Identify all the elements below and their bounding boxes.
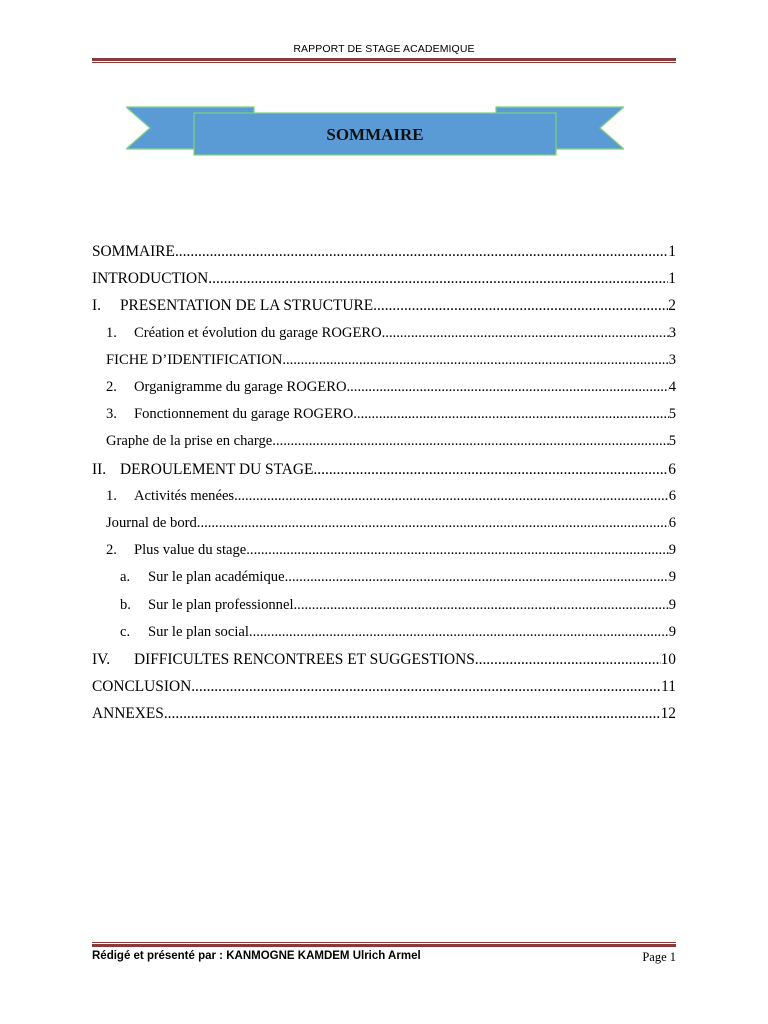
toc-entry-title: Journal de bord	[106, 515, 197, 531]
toc-entry[interactable]	[92, 651, 676, 677]
toc-entry[interactable]	[92, 515, 676, 541]
toc-entry-page: 9	[668, 569, 676, 586]
toc-entry-title: INTRODUCTION	[92, 270, 209, 288]
toc-entry-title: Sur le plan professionnel	[148, 596, 294, 613]
toc-dot-leader	[164, 705, 661, 723]
toc-entry-number: a.	[120, 569, 131, 586]
toc-entry-number: I.	[92, 297, 101, 315]
toc-dot-leader	[313, 461, 668, 479]
toc-entry[interactable]	[92, 624, 676, 650]
toc-dot-leader	[175, 243, 668, 261]
toc-dot-leader	[382, 325, 669, 342]
toc-entry-page: 3	[668, 351, 676, 368]
toc-dot-leader	[285, 569, 669, 586]
toc-entry-title: PRESENTATION DE LA STRUCTURE	[120, 297, 374, 315]
toc-entry[interactable]	[92, 270, 676, 296]
header-rule-thin	[92, 62, 676, 63]
toc-entry-page: 5	[668, 406, 676, 423]
toc-entry[interactable]	[92, 406, 676, 432]
footer-page-number: Page 1	[642, 950, 676, 964]
toc-entry-page: 1	[668, 270, 676, 288]
toc-entry-number: c.	[120, 623, 131, 640]
toc-entry[interactable]	[92, 243, 676, 269]
toc-entry-number: b.	[120, 596, 131, 613]
footer-author: Rédigé et présenté par : KANMOGNE KAMDEM Ulrich Armel	[92, 950, 421, 962]
toc-entry[interactable]	[92, 705, 676, 731]
toc-entry[interactable]	[92, 678, 676, 704]
toc-entry[interactable]	[92, 597, 676, 623]
toc-entry-title: ANNEXES	[92, 705, 164, 723]
toc-dot-leader	[272, 433, 668, 450]
toc-dot-leader	[475, 651, 661, 669]
toc-entry-page: 9	[668, 596, 676, 613]
toc-entry-page: 5	[668, 433, 676, 450]
toc-dot-leader	[246, 542, 668, 559]
toc-entry-page: 9	[668, 542, 676, 559]
toc-entry-page: 1	[668, 243, 676, 260]
toc-entry-title: Plus value du stage	[134, 542, 247, 559]
toc-entry-title: Fonctionnement du garage ROGERO	[134, 406, 354, 423]
toc-entry-number: 2.	[106, 379, 117, 395]
toc-dot-leader	[249, 624, 669, 641]
toc-entry-title: Sur le plan social	[148, 623, 249, 640]
toc-entry-title: DIFFICULTES RENCONTREES ET SUGGESTIONS	[134, 651, 475, 668]
toc-dot-leader	[208, 270, 668, 288]
toc-entry-number: II.	[92, 460, 107, 478]
toc-entry-page: 10	[660, 651, 676, 668]
toc-entry-page: 6	[668, 515, 676, 531]
toc-entry-page: 9	[668, 623, 676, 640]
header-rule-thick	[92, 58, 676, 61]
banner-title: SOMMAIRE	[326, 125, 424, 144]
sommaire-banner	[126, 104, 624, 158]
toc-entry-title: Création et évolution du garage ROGERO	[134, 324, 382, 341]
toc-entry[interactable]	[92, 379, 676, 405]
toc-entry-number: IV.	[92, 651, 111, 668]
toc-dot-leader	[191, 678, 661, 696]
toc-entry-title: FICHE D’IDENTIFICATION	[106, 351, 283, 368]
toc-entry-page: 12	[660, 705, 676, 723]
toc-entry-page: 6	[668, 487, 676, 504]
toc-entry-number: 2.	[106, 542, 117, 559]
toc-dot-leader	[353, 406, 668, 423]
toc-entry[interactable]	[92, 488, 676, 514]
toc-entry[interactable]	[92, 297, 676, 323]
toc-entry-title: Graphe de la prise en charge	[106, 433, 273, 450]
toc-entry-title: SOMMAIRE	[92, 243, 175, 260]
toc-entry-number: 3.	[106, 406, 117, 423]
toc-dot-leader	[197, 515, 669, 532]
toc-entry-title: CONCLUSION	[92, 678, 192, 696]
header-title: RAPPORT DE STAGE ACADEMIQUE	[293, 43, 475, 55]
toc-entry-page: 6	[668, 460, 676, 478]
toc-entry-page: 11	[661, 678, 676, 696]
toc-dot-leader	[373, 297, 668, 315]
toc-entry-title: DEROULEMENT DU STAGE	[120, 460, 314, 478]
toc-dot-leader	[234, 488, 669, 505]
toc-entry[interactable]	[92, 461, 676, 487]
toc-entry[interactable]	[92, 325, 676, 351]
toc-entry[interactable]	[92, 352, 676, 378]
toc-entry-page: 2	[668, 297, 676, 315]
toc-dot-leader	[282, 352, 668, 369]
footer-rule-thick	[92, 944, 676, 947]
toc-dot-leader	[294, 597, 669, 614]
toc-entry-page: 4	[668, 379, 676, 395]
toc-entry-page: 3	[668, 324, 676, 341]
toc-entry-title: Sur le plan académique	[148, 569, 285, 586]
toc-entry[interactable]	[92, 569, 676, 595]
toc-dot-leader	[347, 379, 669, 396]
footer-rule-thin	[92, 942, 676, 943]
toc-entry-number: 1.	[106, 487, 117, 504]
toc-entry[interactable]	[92, 433, 676, 459]
toc-entry-title: Organigramme du garage ROGERO	[134, 379, 347, 395]
toc-entry-title: Activités menées	[134, 487, 235, 504]
toc-entry-number: 1.	[106, 324, 117, 341]
toc-entry[interactable]	[92, 542, 676, 568]
